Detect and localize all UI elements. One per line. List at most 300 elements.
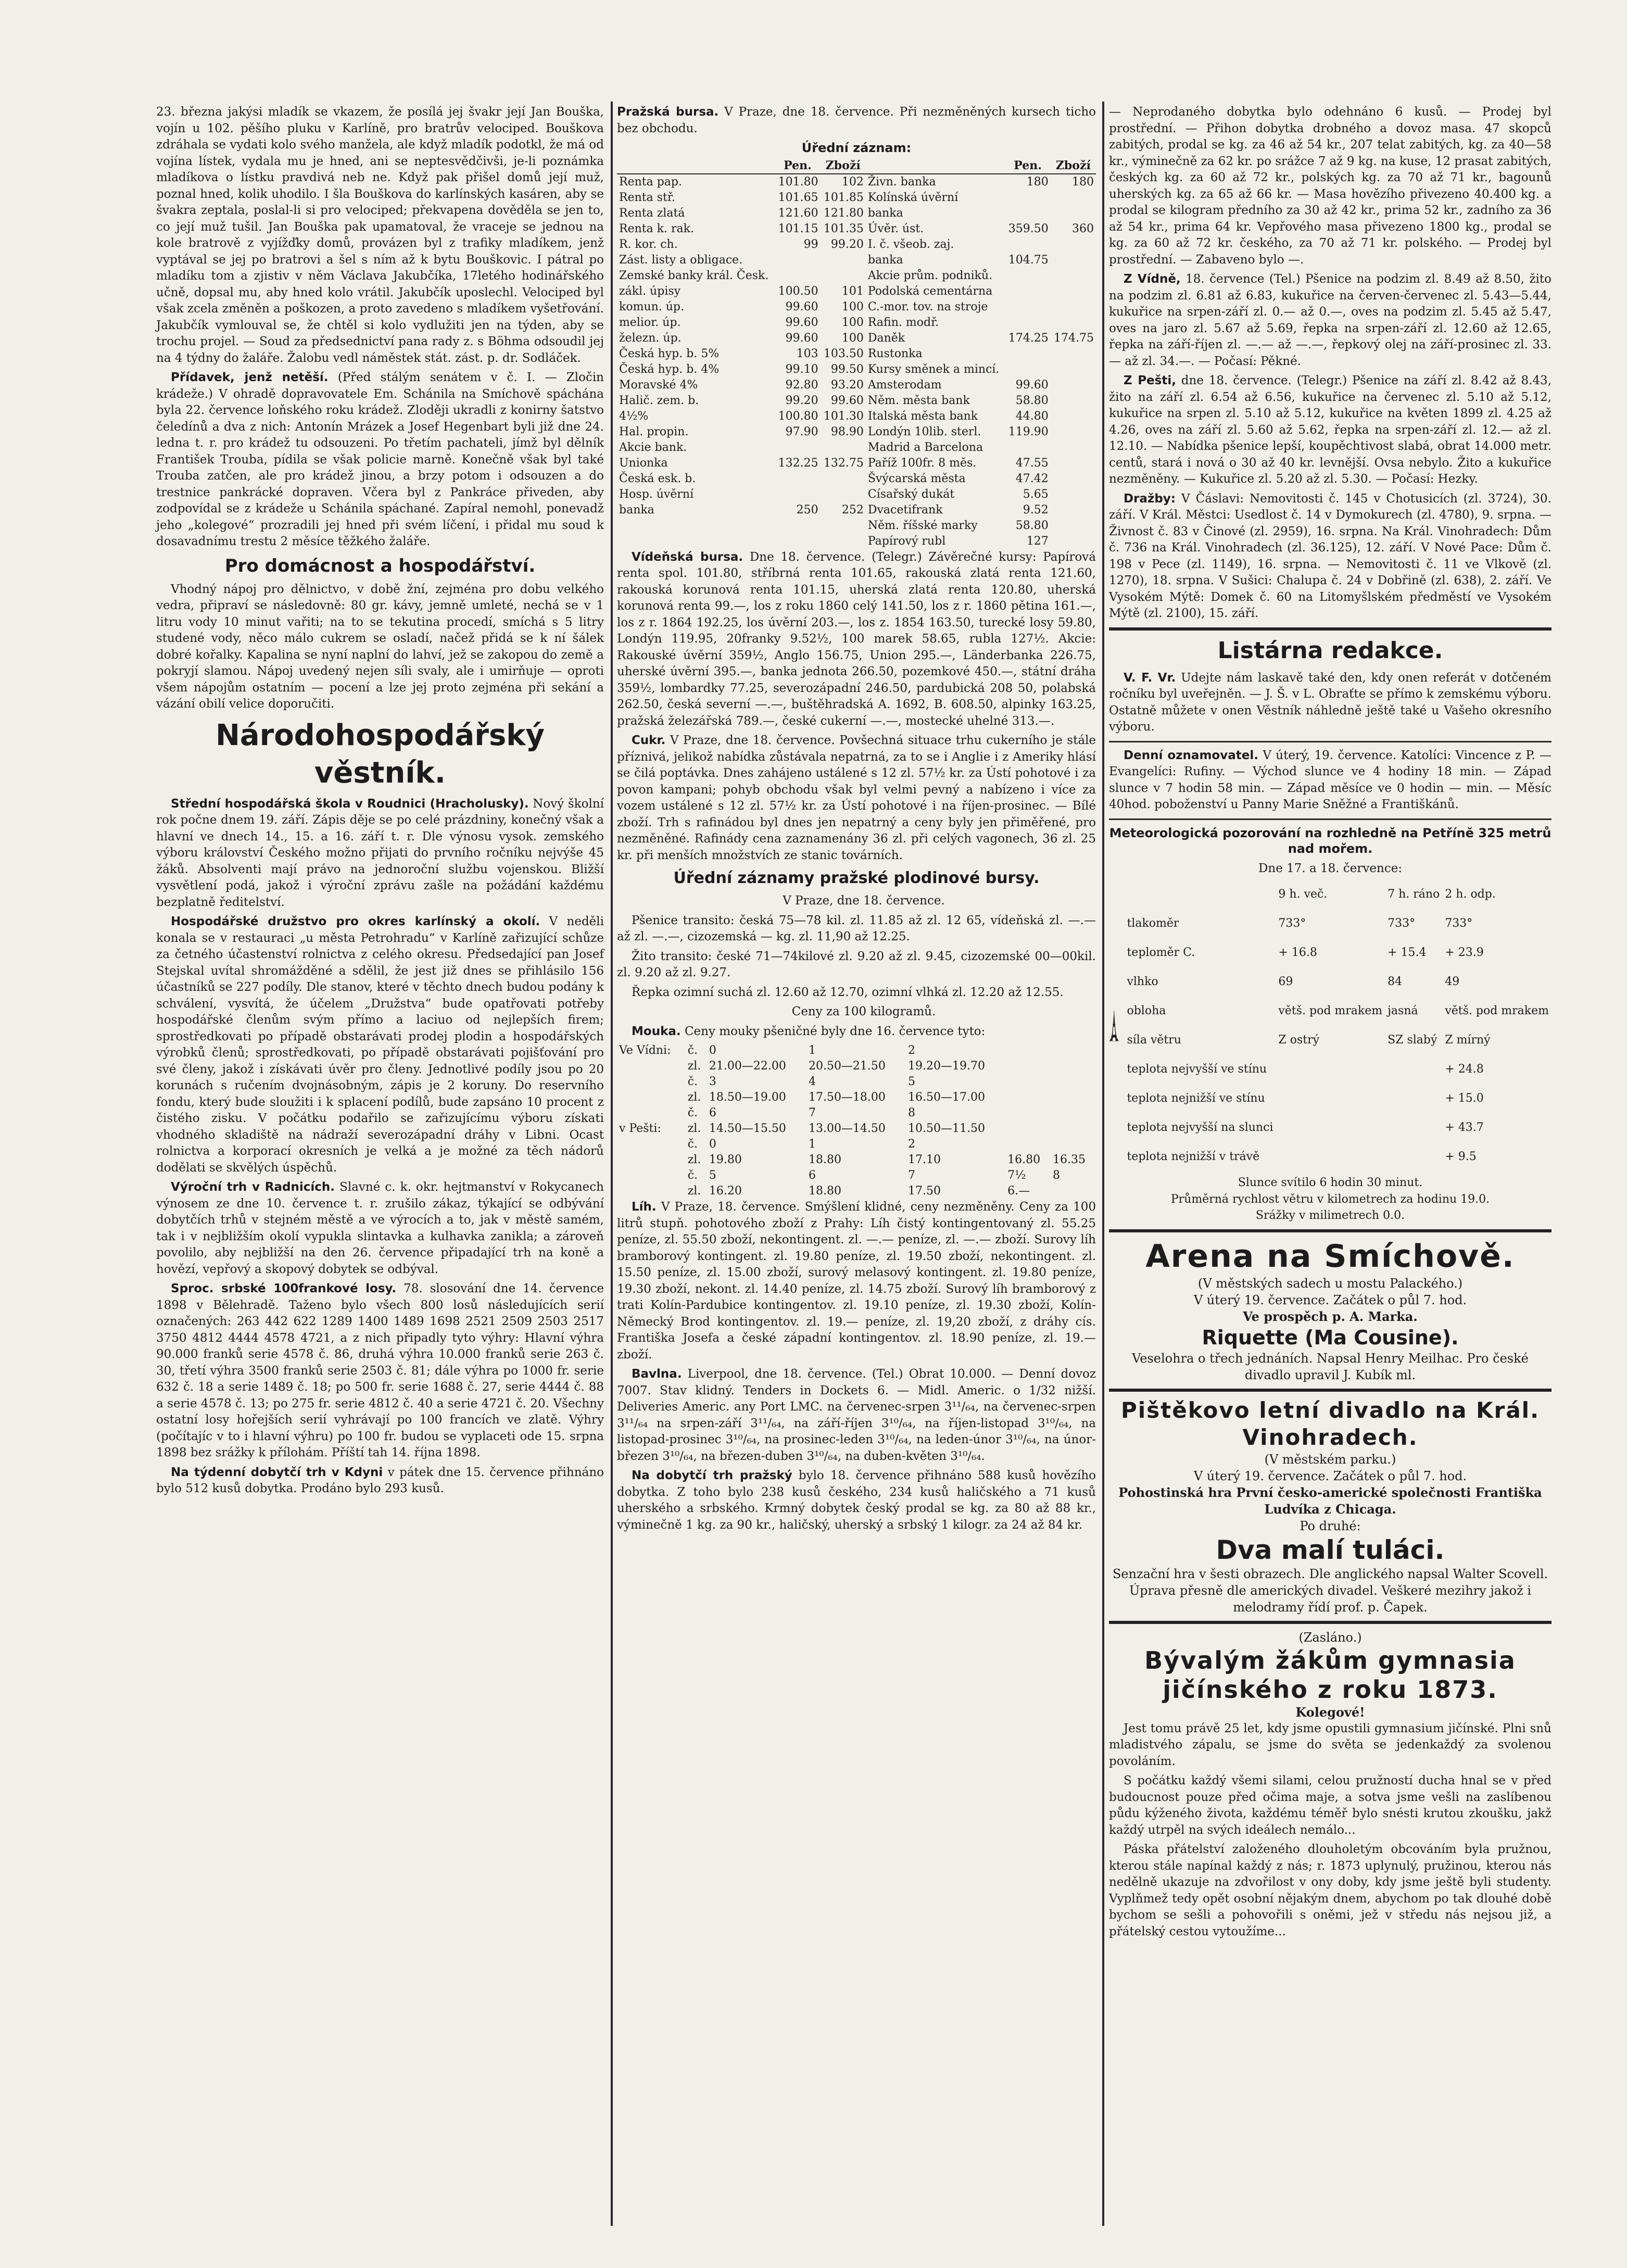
- table-cell: Česká hyp. b. 4%: [619, 362, 720, 376]
- ad-gymnasium-text: Páska přátelství založeného dlouholetým obcováním byla pružnou, kterou stále napínal každý z nás; r. 1873 uplynulý, pružinou, kterou nás nedělně ukazuje na zdvořilost v ony doby, kdy jsme ještě byli studenty. Vyplňmež tedy opět osobní nějakým dnem, abychom po tak dlouhé době bychom se sešli a pohovořili s oněmi, jež v středu nás nejsou již, a přátelský cestou vytoužíme...: [1109, 1843, 1552, 1938]
- table-cell: 103: [796, 347, 818, 360]
- article-listarna: [1109, 670, 1552, 736]
- ad-gymnasium-text: Jest tomu právě 25 let, kdy jsme opustili gymnasium jičínské. Plni snů mladistvého zápalu, se jsme do světa se jedenkaždý za svolenou povoláním.: [1109, 1721, 1552, 1768]
- table-row: [617, 393, 1096, 409]
- ad-pistek-company: Pohostinská hra První česko-americké společnosti Františka Ludvíka z Chicaga.: [1118, 1484, 1542, 1517]
- table-cell: 99.10: [785, 362, 818, 376]
- table-cell: R. kor. ch.: [619, 237, 678, 251]
- table-row: [617, 174, 1096, 190]
- article-body: Udejte nám laskavě také den, kdy onen referát v dotčeném ročníku byl uveřejněn. — J. Š. v L. Obraťte se přímo k zemskému výboru. Ostatně můžete v onen Věstník náhledně ještě také u Vašeho okresního výboru.: [1109, 671, 1552, 734]
- table-cell: 101.35: [823, 222, 864, 235]
- table-cell: 19.20—19.70: [908, 1060, 985, 1073]
- article-body: V Praze, dne 18. července. Při nezměněných kursech ticho bez obchodu.: [617, 105, 1096, 135]
- table-cell: [617, 1183, 686, 1199]
- table-row: [617, 253, 1096, 268]
- table-cell: [617, 518, 775, 534]
- column-header: 9 h. več.: [1278, 888, 1328, 901]
- article-pridavek: [156, 370, 604, 550]
- table-cell: v Pešti:: [619, 1122, 661, 1135]
- table-cell: [1005, 268, 1050, 284]
- article-bavlna: [617, 1366, 1096, 1465]
- article-napoj: Vhodný nápoj pro dělnictvo, v době žní, zejména pro dobu velkého vedra, připraví se následovně: 80 gr. kávy, jemně umleté, nechá se v 1 litru vody 10 minut vařiti; na to se tekutina procedí, smíchá s 5 litry studené vody, něco málo cukrem se osladí, načež přidá se k ní šálek dobré kořalky. Kapalina se nyní naplní do lahví, jež se zakopou do země a pokryjí slamou. Nápoj uvedený nejen síli svaly, ale i umirňuje — oproti všem nápojům ostatním — pocení a lze jej proto zejména při sekání a vázání obilí velice doporučiti.: [156, 582, 604, 711]
- table-cell: 7: [808, 1106, 816, 1119]
- table-cell: Kolínská úvěrní: [867, 191, 958, 204]
- table-cell: [1051, 534, 1096, 549]
- table-cell: [1385, 1084, 1442, 1113]
- article-kdyne: [156, 1465, 604, 1497]
- table-cell: + 15.4: [1388, 946, 1427, 959]
- article-body: Nový školní rok počne dnem 19. září. Zápis děje se po celé prázdniny, konečný však a hlavní ve dnech 14., 15. a 16. září t. r. Dle výnosu vysok. zemského výboru království Českého možno přijati do prvního ročníku nejvýše 45 žáků. Absolventi mají právo na jednoroční službu vojenskou. Bližší vysvětlení podá, jakož i výroční zprávu zašle na požádání každému bezplatně ředitelství.: [156, 797, 604, 909]
- table-cell: 10.50—11.50: [908, 1122, 985, 1135]
- table-cell: Podolská cementárna: [867, 284, 993, 298]
- column-1: [156, 104, 604, 1501]
- article-videnska-bursa: [617, 549, 1096, 730]
- table-cell: 101.30: [823, 409, 864, 423]
- table-cell: Kursy směnek a mincí.: [867, 362, 1000, 376]
- table-cell: 20.50—21.50: [808, 1060, 886, 1073]
- table-row: [617, 1090, 1096, 1105]
- divider: [1109, 1389, 1552, 1392]
- article-lead: Na dobytčí trh pražský: [632, 1469, 792, 1482]
- article-prazska-bursa: [617, 104, 1096, 137]
- table-cell: 360: [1072, 222, 1094, 235]
- weather-note: Slunce svítilo 6 hodin 30 minut.: [1238, 1176, 1423, 1189]
- table-row: [617, 190, 1096, 206]
- article-lead: Sproc. srbské 100frankové losy.: [171, 1282, 397, 1295]
- table-cell: 18.50—19.00: [709, 1091, 786, 1104]
- table-cell: 100: [841, 331, 864, 345]
- ad-pistek-show: Dva malí tuláci.: [1216, 1534, 1445, 1565]
- flour-price-table: [617, 1043, 1096, 1199]
- article-body: 18. července (Tel.) Pšenice na podzim zl. 8.49 až 8.50, žito na podzim zl. 6.81 až 6.83, kukuřice na červen-červenec zl. 5.43—5.44, kukuřice na srpen-září zl. 0.— až 0.—, oves na podzim zl. 5.45 až 5.47, oves na jaro zl. 5.67 až 5.69, řepka na srpen-září zl. 12.60 až 12.65, řepka na září-říjen zl. —.— až —.—, řepkový olej na září-prosinec zl. 33.— až zl. 34.—. — Počasí: Pěkné.: [1109, 272, 1552, 368]
- table-cell: Londýn 10lib. sterl.: [867, 425, 981, 438]
- table-cell: síla větru: [1127, 1034, 1181, 1047]
- table-cell: 14.50—15.50: [709, 1122, 786, 1135]
- price-note: Ceny za 100 kilogramů.: [791, 1005, 936, 1018]
- table-cell: Hal. propin.: [619, 425, 689, 438]
- article-trh-radnice: [156, 1179, 604, 1278]
- article-lead: Z Vídně,: [1124, 272, 1181, 286]
- table-cell: 100: [841, 300, 864, 313]
- table-cell: 100.50: [778, 284, 818, 298]
- table-row: [617, 315, 1096, 331]
- article-lead: Dražby:: [1124, 492, 1176, 506]
- table-cell: 0: [709, 1138, 716, 1151]
- table-cell: Živn. banka: [867, 175, 936, 188]
- table-cell: [1051, 284, 1096, 299]
- ad-arena-desc: Veselohra o třech jednáních. Napsal Henry Meilhac. Pro české divadlo upravil J. Kubík ml.: [1132, 1351, 1529, 1382]
- table-cell: 359.50: [1008, 222, 1049, 235]
- table-cell: 99.60: [785, 331, 818, 345]
- ad-pistek-when: V úterý 19. července. Začátek o půl 7. hod.: [1193, 1468, 1467, 1483]
- article-court-velociped: 23. března jakýsi mladík se vkazem, že posílá jej švakr její Jan Bouška, vojín u 102. pěšího pluku v Karlíně, pro bratrův velociped. Bouškova zdráhala se vydati kolo svého manžela, ale když mladík podotkl, že má od vojína lístek, vydala mu je hned, ani se neptesvědčivši, je-li poznámka mladíkova o lístku pravdivá neb ne. Když pak přišel domů její muž, poznal hned, kolik uhodilo. I šla Bouškova do karlínských kasáren, aby se švakra zeptala, poslal-li si pro velociped; překvapena dověděla se jen to, co její muž tušil. Jan Bouška pak upamatoval, že vraceje se jednou na kole bratrově z vyjížďky domů, provázen byl z trafiky mladíkem, jenž vyptával se jej po bratrovi a šel s ním až k bytu Bouškovic. I pátral po mladíku tom a zjistiv v něm Václava Jakubčíka, 17letého hodinářského učně, dopsal mu, aby hned kolo vrátil. Jakubčík uposlechl. Velociped byl však zcela změněn a poškozen, a proto zavedeno s mladíkem vyšetřování. Jakubčík vymlouval se, že chtěl si kolo vydlužiti jen na týden, aby se trochu projel. — Soud za předsednictví pana rady z. s Böhma odsoudil jej na 4 týdny do žaláře. Žalobu vedl náměstek stát. zást. p. dr. Sodláček.: [156, 105, 604, 365]
- table-cell: 18.80: [808, 1153, 841, 1166]
- article-lead: Bavlna.: [632, 1367, 682, 1381]
- table-cell: Dvacetifrank: [867, 503, 943, 516]
- table-cell: [1051, 253, 1096, 268]
- table-row: [617, 502, 1096, 518]
- table-cell: [821, 440, 866, 456]
- ad-pistek-first: Po druhé:: [1300, 1518, 1361, 1533]
- exchange-rate-table: [617, 158, 1096, 549]
- table-cell: 44.80: [1015, 409, 1049, 423]
- table-cell: 49: [1445, 975, 1460, 988]
- ad-zaslano-tag: (Zasláno.): [1298, 1630, 1362, 1645]
- table-cell: [1005, 284, 1050, 299]
- table-cell: 104.75: [1008, 253, 1049, 267]
- article-body: V Čáslavi: Nemovitosti č. 145 v Chotusicích (zl. 3724), 30. září. V Král. Městci: Usedlost č. 14 v Dymokurech (zl. 4780), 9. srpna. — Živnost č. 83 v Činové (zl. 2959), 16. srpna. Na Král. Vinohradech: Dům č. 736 na Král. Vinohradech (zl. 36.125), 12. září. V Nové Pace: Dům č. 198 v Pece (zl. 1149), 16. srpna. — Nemovitosti č. 11 ve Vlkově (zl. 1270), 18. srpna. V Sušici: Chalupa č. 24 v Dobřině (zl. 638), 2. září. Ve Vysokém Mýtě: Domek č. 60 na Litomyšlském předměstí ve Vysokém Mýtě (zl. 2100), 15. září.: [1109, 492, 1552, 620]
- table-cell: 132.75: [823, 456, 864, 470]
- table-cell: Paříž 100fr. 8 měs.: [867, 456, 977, 470]
- table-cell: 1: [808, 1044, 816, 1057]
- table-row: [617, 206, 1096, 221]
- table-cell: [1276, 1055, 1385, 1084]
- table-cell: Renta stř.: [619, 191, 675, 204]
- table-cell: tlakoměr: [1127, 917, 1179, 930]
- table-cell: 101.80: [778, 175, 818, 188]
- divider: [1109, 1621, 1552, 1624]
- article-cukr: [617, 733, 1096, 864]
- table-cell: 119.90: [1008, 425, 1049, 438]
- article-body: (Před stálým senátem v č. I. — Zločin krádeže.) V ohradě dopravovatele Em. Schánila na Smíchově spáchána byla 22. července loňského roku krádež. Zloději ukradli z konirny šatstvo čeledínů a dva z nich: Antonín Mrázek a Josef Hegenbart byli již dne 24. ledna t. r. pro krádež tu odsouzeni. Po třetím pachateli, jímž byl dělník František Trouba, pídila se však policie marně. Konečně však byl také Trouba zatčen, ale pro krádež jinou, a brzy potom i odsouzen a do trestnice pankrácké dopraven. Včera byl z Pankráce přiveden, aby zodpovídal se z krádeže u Schánila spáchané. Zapíral nemohl, ponevadž jeho „kolegové“ prozradili jej hned při svém líčení, i přidal mu soud k dosavadnímu trestu 2 měsíce těžkého žaláře.: [156, 371, 604, 548]
- table-cell: 13.00—14.50: [808, 1122, 886, 1135]
- table-cell: 84: [1388, 975, 1403, 988]
- table-cell: + 16.8: [1278, 946, 1317, 959]
- table-cell: 180: [1072, 175, 1094, 188]
- table-row: [1124, 1084, 1552, 1113]
- table-cell: obloha: [1127, 1004, 1166, 1017]
- section-heading-plodinova-bursa: Úřední záznamy pražské plodinové bursy.: [673, 869, 1040, 887]
- table-cell: větš. pod mrakem: [1278, 1004, 1383, 1017]
- table-cell: 99.60: [785, 300, 818, 313]
- table-cell: [1276, 1142, 1385, 1171]
- table-cell: [1051, 268, 1096, 284]
- table-cell: 250: [796, 503, 818, 516]
- table-row: [1124, 938, 1552, 967]
- table-cell: 174.25: [1008, 331, 1049, 345]
- table-cell: 121.80: [823, 206, 864, 220]
- table-cell: 21.00—22.00: [709, 1060, 786, 1073]
- table-cell: Něm. říšské marky: [867, 519, 978, 532]
- table-header: [617, 158, 1096, 174]
- table-cell: [1051, 315, 1096, 331]
- article-lead: Z Pešti,: [1124, 374, 1176, 387]
- article-pest-obili: [1109, 373, 1552, 488]
- table-cell: [617, 1059, 686, 1074]
- table-cell: 101: [841, 284, 864, 298]
- table-row: [617, 1137, 1096, 1152]
- table-row: [1124, 997, 1552, 1026]
- table-cell: 8: [1053, 1169, 1061, 1182]
- table-cell: 99.60: [830, 394, 864, 407]
- table-row: [617, 1059, 1096, 1074]
- column-header: Zboží: [1051, 158, 1096, 174]
- table-cell: železn. úp.: [619, 331, 682, 345]
- article-srbske-losy: [156, 1281, 604, 1461]
- table-cell: Z mírný: [1445, 1034, 1491, 1047]
- table-row: [1124, 909, 1552, 938]
- table-cell: Madrid a Barcelona: [867, 440, 983, 454]
- table-cell: Švýcarská města: [867, 472, 966, 485]
- table-cell: 4: [808, 1075, 816, 1088]
- table-cell: komun. úp.: [619, 300, 685, 313]
- kurs-heading: Úřední záznam:: [801, 141, 912, 155]
- article-repka: Řepka ozimní suchá zl. 12.60 až 12.70, ozimní vlhká zl. 12.20 až 12.55.: [632, 985, 1064, 999]
- table-cell: 103.50: [823, 347, 864, 360]
- article-oznamovatel: [1109, 748, 1552, 813]
- article-dobytek-cont: — Neprodaného dobytka bylo odehnáno 6 kusů. — Prodej byl prostřední. — Přihon dobytka drobného a dovoz masa. 47 skopců zabitých, prodal se kg. za 46 až 54 kr., 207 telat zabitých, kg. za 40—58 kr., výminečně za 62 kr. po srážce 7 až 9 kg. na kuse, 12 prasat zabitých, českých kg. za 60 až 72 kr., polských kg. za 70 až 71 kr., bagounů uherských kg. za 65 až 66 kr. — Masa hovězího přivezeno 40.400 kg. a prodal se kilogram předního za 30 až 42 kr., prima 52 kr., zadního za 36 až 54 kr., prima 64 kr. Vepřového masa přivezeno 1800 kg., prodal se kg. za 60 až 72 kr. českého, za 70 až 71 kr. polského. — Prodej byl prostřední. — Zabaveno bylo —.: [1109, 105, 1552, 267]
- table-row: [617, 1074, 1096, 1090]
- table-cell: č.: [687, 1106, 698, 1119]
- table-cell: [1051, 346, 1096, 362]
- table-cell: 5.65: [1023, 487, 1049, 501]
- table-cell: [775, 534, 820, 549]
- article-lead: Denní oznamovatel.: [1124, 748, 1258, 762]
- table-row: [1124, 1026, 1552, 1055]
- table-cell: [1005, 440, 1050, 456]
- table-cell: [617, 1168, 686, 1183]
- divider: [1109, 741, 1552, 742]
- table-cell: 17.50: [908, 1185, 941, 1198]
- table-cell: teplota nejnižší ve stínu: [1127, 1092, 1265, 1105]
- table-cell: Zemské banky král. Česk.: [619, 269, 769, 282]
- table-cell: zl.: [687, 1185, 701, 1198]
- article-lead: Hospodářské družstvo pro okres karlínský a okolí.: [171, 915, 540, 928]
- article-body: 78. slosování dne 14. července 1898 v Bělehradě. Taženo bylo všech 800 losů následujících serií označených: 263 442 622 1289 1400 1489 1698 2521 2509 2503 2517 3750 4812 4444 4578 4721, a z nich připadly tyto výhry: Hlavní výhra 90.000 franků serie 4578 č. 86, druhá výhra 10.000 franků serie 263 č. 30, třetí výhra 3500 franků serie 2503 č. 81; dále výhra po 1000 fr. serie 632 č. 18 a serie 1489 č. 18; po 500 fr. serie 1688 č. 27, serie 4444 č. 88 a serie 4578 č. 13; po 275 fr. serie 4812 č. 40 a serie 4721 č. 20. Všechny ostatní losy hořejších serií vyhrávají po 100 francích ve zlatě. Výhry (počítajíc v to i hlavní výhru) po 100 fr. budou se vyplaceti ode 15. srpna 1898 bez srážky k přílohám. Příští tah 14. října 1898.: [156, 1282, 604, 1459]
- table-cell: 2: [908, 1138, 916, 1151]
- table-cell: [775, 253, 820, 268]
- article-drazby: [1109, 491, 1552, 622]
- table-row: [617, 346, 1096, 362]
- table-cell: Akcie prům. podniků.: [867, 269, 993, 282]
- table-cell: č.: [687, 1075, 698, 1088]
- article-skola: [156, 796, 604, 911]
- table-cell: 18.80: [808, 1185, 841, 1198]
- column-header: 2 h. odp.: [1445, 888, 1496, 901]
- table-cell: Rafin. modř.: [867, 316, 939, 329]
- table-cell: [617, 1105, 686, 1121]
- table-cell: 99.60: [1015, 378, 1049, 392]
- article-lead: Přídavek, jenž netěší.: [171, 371, 329, 384]
- table-cell: [1385, 1113, 1442, 1142]
- table-cell: Unionka: [619, 456, 668, 470]
- article-lead: Líh.: [632, 1200, 657, 1214]
- table-cell: Z ostrý: [1278, 1034, 1320, 1047]
- article-body: Slavné c. k. okr. hejtmanství v Rokycanech výnosem ze dne 10. července t. r. zrušilo zákaz, týkající se odbývání dobytčích trhů v stejném městě a ve výrocích a to, jak v městě samém, tak i v nejbližším okolí vypukla slintavka a kulhavka zanikla; a zároveň povolilo, aby nejbližší na den 26. července připadající trh na koně a hovězí, vepřový a skopový dobytek se odbýval.: [156, 1180, 604, 1276]
- table-row: [617, 1168, 1096, 1183]
- article-lead: Cukr.: [632, 734, 666, 747]
- table-header: [1124, 880, 1552, 909]
- table-cell: [775, 487, 820, 502]
- table-cell: [775, 268, 820, 284]
- ad-arena-title: Arena na Smíchově.: [1145, 1238, 1515, 1275]
- table-row: [617, 362, 1096, 377]
- weather-title: Meteorologická pozorování na rozhledně na Petříně 325 metrů nad mořem.: [1109, 825, 1552, 856]
- table-row: [617, 237, 1096, 253]
- table-cell: teplota nejnižší v trávě: [1127, 1150, 1260, 1163]
- table-cell: + 9.5: [1445, 1150, 1477, 1163]
- table-cell: [821, 471, 866, 487]
- article-body: V neděli konala se v restauraci „u města Petrohradu“ v Karlíně zařizující schůze za četného účastenství rolnictva z celého okresu. Předsedající pan Josef Stejskal uvítal shromážděné a sdělil, že jest již dnes se přihlásilo 156 účastníků se 227 podíly. Dle stanov, které v těchto dnech budou podány k schválení, vysvítá, že účelem „Družstva“ bude opatřovati potřeby hospodářské členům svým přímo a laciuo od nejlepších firem; sprostředkovati po případě obstarávati prodej plodin a hospodářských výrobků členů; sprostředkovati, po případě obstarávati pojišťování pro své členy, jakož i získávati úvěr pro členy. Jednotlivé podíly jsou po 20 korunách s ručením dvojnásobným, zápis je 2 koruny. Do reservního fondu, který bude sloužiti i k splacení podílů, bude zapsáno 10 procent z čistého zisku. V počátku podařilo se zařizujícímu výboru získati vhodného skladiště na nádraží severozápadní dráhy v Libni. Ocast rolnictva a korporací okresních je velká a je možné za těch nádorů dodělati se skvělých úspěchů.: [156, 915, 604, 1175]
- ad-gymnasium-title: Bývalým žákům gymnasia jičínského z roku 1873.: [1144, 1646, 1516, 1704]
- table-cell: 92.80: [785, 378, 818, 392]
- table-cell: 7: [908, 1169, 916, 1182]
- table-cell: 58.80: [1015, 394, 1049, 407]
- table-cell: [617, 1090, 686, 1105]
- table-row: [1124, 1113, 1552, 1142]
- column-3: [1109, 104, 1552, 1943]
- table-cell: 733°: [1388, 917, 1416, 930]
- table-cell: [1005, 346, 1050, 362]
- table-cell: Hosp. úvěrní: [619, 487, 694, 501]
- table-cell: 6: [808, 1169, 816, 1182]
- table-cell: 100.80: [778, 409, 818, 423]
- table-cell: 5: [908, 1075, 916, 1088]
- table-cell: 17.10: [908, 1153, 941, 1166]
- article-body: V Praze, 18. července. Smýšlení klidné, ceny nezměněny. Ceny za 100 litrů stupň. pohotového zboží z Prahy: Líh čistý kontingentovaný zl. 55.25 peníze, zl. 55.50 zboží, nekontingent. zl. —.— peníze, zl. —.— zboží. Surovy líh bramborový kontingent. zl. 19.80 peníze, zl. 19.50 zboží, nekontingent. zl. 15.50 peníze, zl. 15.00 zboží, surový melasový kontingent. zl. 19.80 peníze, 19.30 zboží, nekont. zl. 14.40 peníze, zl. 14.75 zboží. Surový líh bramborový z trati Kolín-Pardubice kontingentov. zl. 19.10 peníze, zl. 19.30 zboží, Kolín-Německý Brod kontingentov. zl. 19.— peníze, zl. 19,20 zboží, z dráhy cís. Františka Josefa a české západní kontingentov. zl. 18.90 peníze, zl. 19.— zboží.: [617, 1200, 1096, 1362]
- table-cell: 99.60: [785, 316, 818, 329]
- table-cell: 121.60: [778, 206, 818, 220]
- table-row: [617, 424, 1096, 440]
- table-cell: zl.: [687, 1122, 701, 1135]
- table-cell: banka: [619, 503, 654, 516]
- article-lead: Střední hospodářská škola v Roudnici (Hracholusky).: [171, 797, 529, 811]
- table-cell: + 24.8: [1445, 1063, 1484, 1076]
- table-cell: Česká hyp. b. 5%: [619, 347, 720, 360]
- table-cell: teplota nejvyšší na slunci: [1127, 1121, 1273, 1134]
- table-cell: 99.20: [830, 237, 864, 251]
- table-cell: 99.50: [830, 362, 864, 376]
- weather-table: [1124, 880, 1552, 1171]
- ad-arena-venue: (V městských sadech u mostu Palackého.): [1197, 1276, 1463, 1291]
- column-header: 7 h. ráno: [1388, 888, 1440, 901]
- table-row: [617, 331, 1096, 346]
- table-cell: [1051, 518, 1096, 534]
- article-body: Liverpool, dne 18. července. (Tel.) Obrat 10.000. — Denní dovoz 7007. Stav klidný. Tenders in Dockets 6. — Midl. Americ. o 1/32 nižší. Deliveries Americ. any Port LMC. na červenec-srpen 3¹¹/₆₄, na červenec-srpen 3¹¹/₆₄ na srpen-září 3¹¹/₆₄, na září-říjen 3¹⁰/₆₄, na říjen-listopad 3¹⁰/₆₄, na listopad-prosinec 3¹⁰/₆₄, na prosinec-leden 3¹⁰/₆₄, na leden-únor 3¹⁰/₆₄, na únor-březen 3¹⁰/₆₄, na březen-duben 3¹⁰/₆₄, na duben-květen 3¹⁰/₆₄.: [617, 1367, 1096, 1463]
- divider: [1109, 818, 1552, 820]
- article-lead: Výroční trh v Radnicích.: [171, 1180, 335, 1194]
- table-cell: [1051, 471, 1096, 487]
- table-cell: 8: [908, 1106, 916, 1119]
- table-cell: [821, 518, 866, 534]
- table-cell: [1385, 1055, 1442, 1084]
- table-cell: + 15.0: [1445, 1092, 1484, 1105]
- article-zito: Žito transito: české 71—74kilové zl. 9.20 až zl. 9.45, cizozemské 00—00kil. zl. 9.20 až zl. 9.27.: [617, 949, 1096, 979]
- table-cell: [1051, 409, 1096, 424]
- table-cell: [821, 268, 866, 284]
- column-rule: [1102, 102, 1104, 2226]
- table-cell: Daněk: [867, 331, 905, 345]
- table-row: [617, 456, 1096, 471]
- article-viden-obili: [1109, 271, 1552, 370]
- table-cell: [821, 534, 866, 549]
- table-cell: [775, 471, 820, 487]
- table-cell: 9.52: [1023, 503, 1049, 516]
- article-body: Dne 18. července. (Telegr.) Závěrečné kursy: Papírová renta spol. 101.80, stříbrná renta 101.65, rakouská zlatá renta 121.60, rakouská korunová renta 101.15, uherská zlatá renta 120.80, uherská korunová renta 99.—, los z roku 1860 celý 141.50, los z r. 1860 pětina 161.—, los z r. 1864 192.25, los úvěrní 203.—, los z. 1854 163.50, turecké losy 59.80, Londýn 119.95, 20franky 9.52½, 100 marek 58.65, rubla 127½. Akcie: Rakouské úvěrní 359½, Anglo 156.75, Union 295.—, Länderbanka 226.75, uherské úvěrní 395.—, banka jednota 266.50, pozemkové 450.—, státní dráha 359½, lombardky 77.25, severozápadní 246.50, pardubická 208 50, polabská 262.50, česká severní —.—, buštěhradská A. 1692, B. 608.50, alpinky 163.25, pražská železářská 789.—, české cukerní —.—, mostecké uhelné 313.—.: [617, 550, 1096, 728]
- table-cell: Česká esk. b.: [619, 472, 696, 485]
- table-cell: Zást. listy a obligace.: [619, 253, 743, 267]
- table-cell: větš. pod mrakem: [1445, 1004, 1549, 1017]
- table-row: [617, 409, 1096, 424]
- ad-gymnasium-greeting: Kolegové!: [1295, 1704, 1365, 1720]
- table-cell: zákl. úpisy: [619, 284, 681, 298]
- table-cell: Rustonka: [867, 347, 923, 360]
- column-2: [617, 104, 1096, 1536]
- table-cell: [775, 518, 820, 534]
- table-cell: [1051, 393, 1096, 409]
- table-cell: Moravské 4%: [619, 378, 698, 392]
- table-cell: č.: [687, 1169, 698, 1182]
- table-cell: 16.80: [1007, 1153, 1041, 1166]
- table-cell: [617, 1074, 686, 1090]
- table-cell: C.-mor. tov. na stroje: [867, 300, 988, 313]
- table-cell: Ve Vídni:: [619, 1044, 671, 1057]
- article-lead: Vídeňská bursa.: [632, 550, 743, 564]
- table-row: [617, 440, 1096, 456]
- divider: [1109, 1229, 1552, 1232]
- table-cell: 0: [709, 1044, 716, 1057]
- table-cell: Renta pap.: [619, 175, 682, 188]
- table-cell: 2: [908, 1044, 916, 1057]
- table-cell: 7½: [1007, 1169, 1026, 1182]
- section-heading-listarna: Listárna redakce.: [1217, 637, 1443, 664]
- table-cell: vlhko: [1127, 975, 1158, 988]
- table-cell: 127: [1026, 534, 1049, 548]
- article-lead: Na týdenní dobytčí trh v Kdyni: [171, 1465, 383, 1479]
- table-row: [617, 1183, 1096, 1199]
- table-cell: banka: [867, 253, 903, 267]
- table-row: [617, 471, 1096, 487]
- table-cell: teplota nejvyšší ve stínu: [1127, 1063, 1267, 1076]
- section-heading-economy: Národohospodářský věstník.: [215, 718, 545, 790]
- column-header: Zboží: [821, 158, 866, 174]
- table-cell: 16.50—17.00: [908, 1091, 985, 1104]
- table-cell: [1276, 1084, 1385, 1113]
- article-body: bylo 18. července přihnáno 588 kusů hovězího dobytka. Z toho bylo 238 kusů českého, 234 kusů haličského a 71 kusů uherského a srbského. Krmný dobytek český prodal se kg. za 80 až 88 kr., výminečně 1 kg. za 90 kr., haličský, uherský a srbský 1 kilogr. za 24 až 84 kr.: [617, 1469, 1096, 1532]
- article-dobytci-trh: [617, 1468, 1096, 1533]
- table-cell: 733°: [1278, 917, 1306, 930]
- table-cell: 47.55: [1015, 456, 1049, 470]
- table-cell: 100: [841, 316, 864, 329]
- table-cell: [1051, 424, 1096, 440]
- ad-arena-benefit: Ve prospěch p. A. Marka.: [1243, 1308, 1418, 1324]
- table-cell: Papírový rubl: [867, 534, 946, 548]
- table-cell: 16.20: [709, 1185, 742, 1198]
- table-row: [617, 268, 1096, 284]
- table-cell: 1: [808, 1138, 816, 1151]
- article-lead: V. F. Vr.: [1124, 671, 1176, 685]
- table-cell: [1051, 456, 1096, 471]
- table-cell: [775, 440, 820, 456]
- article-body: v pátek dne 15. července přihnáno bylo 512 kusů dobytka. Prodáno bylo 293 kusů.: [156, 1465, 604, 1495]
- table-cell: Akcie bank.: [619, 440, 687, 454]
- table-cell: 733°: [1445, 917, 1473, 930]
- table-cell: SZ slabý: [1388, 1034, 1437, 1047]
- section-heading-household: Pro domácnost a hospodářství.: [224, 555, 536, 576]
- table-row: [1124, 967, 1552, 997]
- ad-pistek-venue: (V městském parku.): [1264, 1452, 1396, 1467]
- ad-pistek-title: Pištěkovo letní divadlo na Král. Vinohradech.: [1120, 1397, 1540, 1450]
- table-cell: [1051, 502, 1096, 518]
- table-cell: [1005, 315, 1050, 331]
- article-body: V Praze, dne 18. července. Povšechná situace trhu cukerního je stále příznivá, jelikož nabídka zůstávala nepatrná, za to se i Anglie i z Ameriky hlásí se čilá poptávka. Dnes zahájeno ustálené s 12 zl. 57½ kr. za Ústí pohotové i za povon kampani; pohyb obchodu však byl velmi pevný a nabízeno i více za vozem ustálené s 12 zl. 57½ kr. za Ústí pohotové i na říjen-prosinec. — Bílé zboží. Trh s rafinádou byl dnes jen nepatrný a ceny byly jen přiměřené, pro nezměněné. Rafinády cena zaznamenány 36 zl. při celých vagonech, 36 zl. 25 kr. při menších množstvích ze stanic továrních.: [617, 734, 1096, 862]
- column-rule: [611, 102, 613, 2226]
- table-cell: [1051, 377, 1096, 393]
- table-cell: 101.85: [823, 191, 864, 204]
- weather-block: [1109, 880, 1552, 1171]
- table-cell: Halič. zem. b.: [619, 394, 699, 407]
- table-cell: 98.90: [830, 425, 864, 438]
